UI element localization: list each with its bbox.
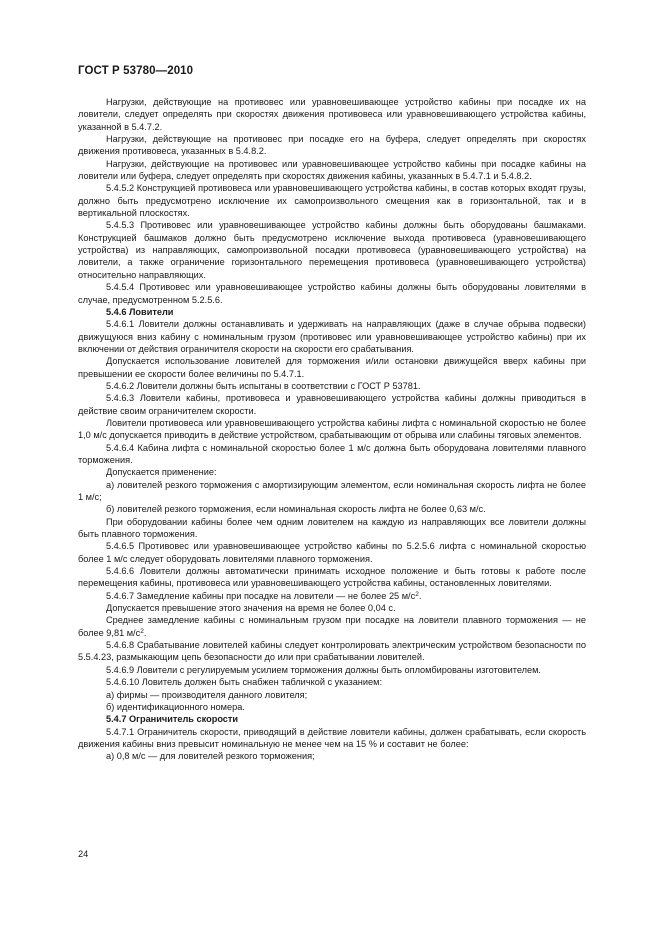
paragraph-with-superscript xyxy=(78,590,586,602)
document-body xyxy=(78,96,586,763)
list-item: а) ловителей резкого торможения с амортизирующим элементом, если номинальная скорость лифта не более 1 м/с; xyxy=(78,479,586,502)
paragraph: 5.4.6.4 Кабина лифта с номинальной скоростью более 1 м/с должна быть оборудована ловителями плавного торможения. xyxy=(78,442,586,465)
paragraph: 5.4.6.8 Срабатывание ловителей кабины следует контролировать электрическим устройством безопасности по 5.5.4.23, размыкающим цепь безопасности до или при срабатывании ловителей. xyxy=(78,640,586,663)
superscript: 2 xyxy=(415,590,419,598)
paragraph: Нагрузки, действующие на противовес или уравновешивающее устройство кабины при посадке кабины на ловители или буфера, следует определять при скоростях движения кабины, указанных в 5.4.7.1 и 5.4.8.2. xyxy=(78,158,586,182)
paragraph: 5.4.6.3 Ловители кабины, противовеса и уравновешивающего устройства кабины должны приводиться в действие своим ограничителем скорости. xyxy=(78,393,586,416)
paragraph: Нагрузки, действующие на противовес при посадке его на буфера, следует определять при скоростях движения противовеса, указанных в 5.4.8.2. xyxy=(78,134,586,157)
paragraph: 5.4.6.2 Ловители должны быть испытаны в соответствии с ГОСТ Р 53781. xyxy=(106,380,421,391)
paragraph: Допускается применение: xyxy=(106,467,217,478)
list-item: б) ловителей резкого торможения, если номинальная скорость лифта не более 0,63 м/с. xyxy=(106,504,486,515)
paragraph-suffix: . xyxy=(143,627,147,638)
paragraph-with-superscript xyxy=(78,614,586,639)
paragraph: При оборудовании кабины более чем одним ловителем на каждую из направляющих все ловители должны быть плавного торможения. xyxy=(78,516,586,540)
list-item: б) идентификационного номера. xyxy=(106,701,245,712)
paragraph: 5.4.6.1 Ловители должны останавливать и удерживать на направляющих (даже в случае обрыва подвески) движущуюся вниз кабину с номинальным грузом (противовес или уравновешивающее устройство кабины) при их включении от действия ограничителя скорости на скорости его срабатывания. xyxy=(78,319,586,354)
list-item: а) фирмы — производителя данного ловителя; xyxy=(106,689,308,700)
paragraph: 5.4.5.3 Противовес или уравновешивающее устройство кабины должны быть оборудованы башмаками. Конструкцией башмаков должно быть предусмотрено исключение выхода противовеса (уравновешивающего устройства) из направляющих, самопроизвольной посадки противовеса (уравновешивающего устройства) на ловители, а также ограничение горизонтального перемещения противовеса (уравновешивающего устройства) относительно направляющих. xyxy=(78,220,586,280)
list-item: а) 0,8 м/с — для ловителей резкого торможения; xyxy=(106,751,315,762)
paragraph: 5.4.7.1 Ограничитель скорости, приводящий в действие ловители кабины, должен срабатывать, если скорость движения кабины вниз превысит номинальную не менее чем на 15 % и составит не более: xyxy=(78,726,586,749)
paragraph-text: Среднее замедление кабины с номинальным грузом при посадке на ловители плавного торможения — не более 9,81 м/с xyxy=(78,615,586,638)
paragraph: Допускается использование ловителей для торможения и/или остановки движущейся вверх кабины при превышении ее скорости более величины по 5.4.7.1. xyxy=(78,356,586,379)
paragraph: 5.4.5.4 Противовес или уравновешивающее устройство кабины должны быть оборудованы ловителями в случае, предусмотренном 5.2.5.6. xyxy=(78,282,586,305)
paragraph-text: 5.4.6.7 Замедление кабины при посадке на ловители — не более 25 м/с xyxy=(106,590,416,601)
document-header: ГОСТ Р 53780—2010 xyxy=(78,65,194,77)
paragraph: Нагрузки, действующие на противовес или уравновешивающее устройство кабины при посадке их на ловители, следует определять при скоростях движения противовеса или уравновешивающего устройства кабины, указанной в 5.4.7.2. xyxy=(78,97,586,132)
paragraph: 5.4.5.2 Конструкцией противовеса или уравновешивающего устройства кабины, в состав которых входят грузы, должно быть предусмотрено исключение их самопроизвольного смещения как в горизонтальной, так и в вертикальной плоскостях. xyxy=(78,183,586,219)
paragraph: 5.4.6.9 Ловители с регулируемым усилием торможения должны быть опломбированы изготовителем. xyxy=(106,664,541,675)
paragraph: Допускается превышение этого значения на время не более 0,04 с. xyxy=(106,603,396,614)
paragraph-suffix: . xyxy=(418,590,422,601)
section-heading-lovitel: 5.4.6 Ловители xyxy=(106,306,174,317)
superscript: 2 xyxy=(140,627,144,635)
paragraph: 5.4.6.5 Противовес или уравновешивающее устройство кабины по 5.2.5.6 лифта с номинальной скоростью более 1 м/с следует оборудовать ловителями плавного торможения. xyxy=(78,541,586,564)
page-number: 24 xyxy=(78,849,89,859)
section-heading-speed-limiter: 5.4.7 Ограничитель скорости xyxy=(106,714,239,725)
paragraph: Ловители противовеса или уравновешивающего устройства кабины лифта с номинальной скоростью не более 1,0 м/с допускается приводить в действие устройством, срабатывающим от обрыва или слабины тяговых элементов. xyxy=(78,417,586,441)
paragraph: 5.4.6.10 Ловитель должен быть снабжен табличкой с указанием: xyxy=(106,677,382,688)
paragraph: 5.4.6.6 Ловители должны автоматически принимать исходное положение и быть готовы к работе после перемещения кабины, противовеса или уравновешивающего устройства кабины, остановленных ловителями. xyxy=(78,566,586,589)
